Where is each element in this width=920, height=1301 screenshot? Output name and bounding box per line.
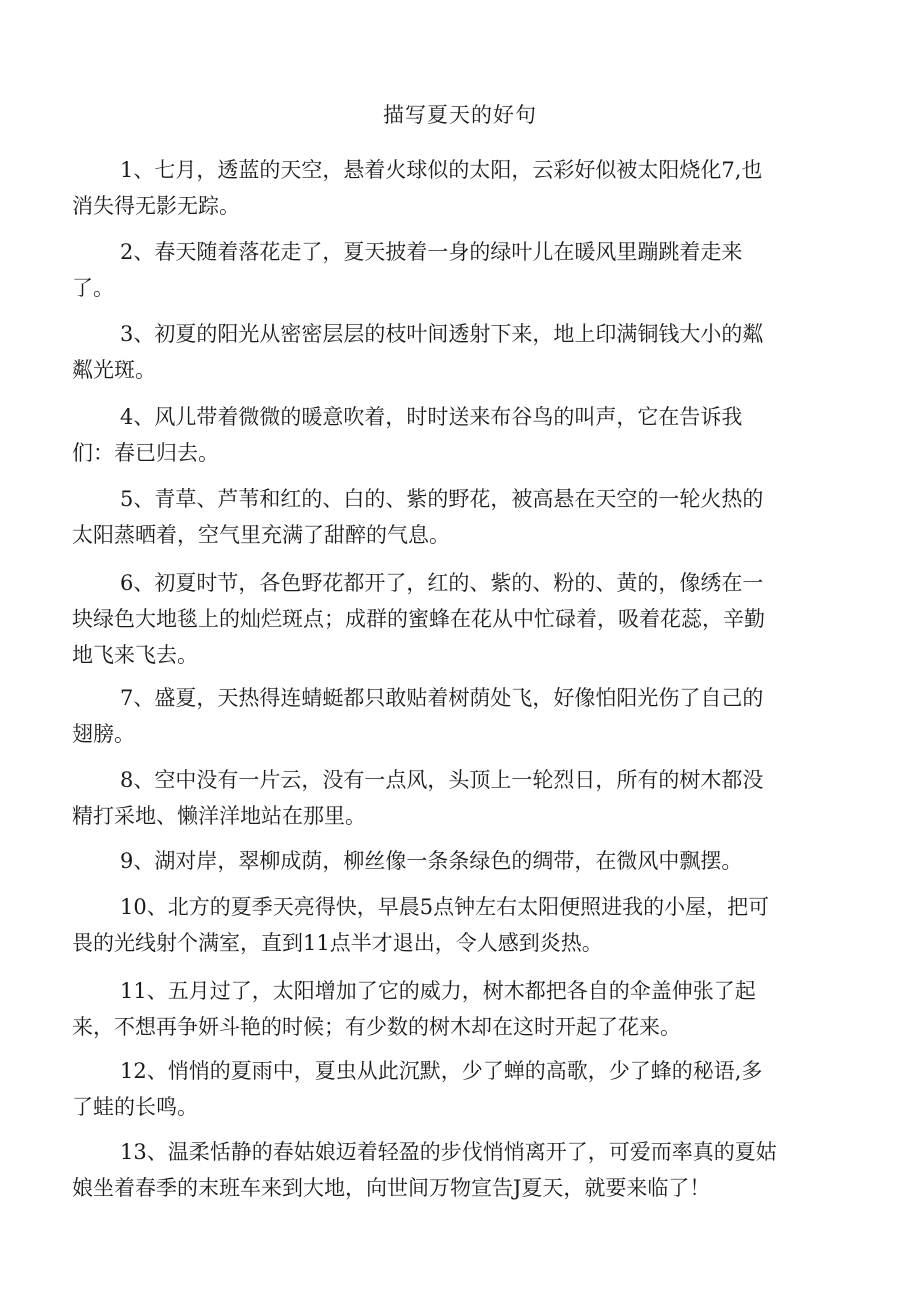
paragraph-11 — [72, 973, 862, 1045]
paragraph-1 — [72, 152, 862, 224]
paragraph-line: 13、温柔恬静的春姑娘迈着轻盈的步伐悄悄离开了，可爱而率真的夏姑 — [120, 1140, 777, 1164]
paragraph-7 — [72, 680, 862, 752]
paragraph-2 — [72, 234, 862, 306]
paragraph-line: 3、初夏的阳光从密密层层的枝叶间透射下来，地上印满铜钱大小的粼 — [120, 322, 764, 346]
paragraph-line: 畏的光线射个满室，直到11点半才退出，令人感到炎热。 — [72, 931, 603, 955]
paragraph-line: 6、初夏时节，各色野花都开了，红的、紫的、粉的、黄的，像绣在一 — [120, 571, 764, 595]
paragraph-line: 翅膀。 — [72, 722, 135, 746]
paragraph-9 — [72, 843, 862, 879]
paragraph-line: 1、七月，透蓝的天空，悬着火球似的太阳，云彩好似被太阳烧化7,也 — [120, 158, 763, 182]
document-title: 描写夏天的好句 — [383, 103, 537, 127]
paragraph-line: 来，不想再争妍斗艳的时候；有少数的树木却在这时开起了花来。 — [72, 1015, 681, 1039]
paragraph-line: 了蛙的长鸣。 — [72, 1095, 198, 1119]
paragraph-line: 4、风儿带着微微的暖意吹着，时时送来布谷鸟的叫声，它在告诉我 — [120, 405, 743, 429]
paragraph-4 — [72, 399, 862, 471]
paragraph-line: 9、湖对岸，翠柳成荫，柳丝像一条条绿色的绸带，在微风中飘摆。 — [120, 849, 743, 873]
paragraph-line: 消失得无影无踪。 — [72, 194, 240, 218]
paragraph-3 — [72, 316, 862, 388]
paragraph-line: 10、北方的夏季天亮得快，早晨5点钟左右太阳便照进我的小屋，把可 — [120, 895, 770, 919]
paragraph-line: 块绿色大地毯上的灿烂斑点；成群的蜜蜂在花从中忙碌着，吸着花蕊，辛勤 — [72, 607, 765, 631]
paragraph-line: 太阳蒸晒着，空气里充满了甜醉的气息。 — [72, 523, 450, 547]
paragraph-6 — [72, 565, 862, 673]
paragraph-line: 2、春天随着落花走了，夏天披着一身的绿叶儿在暖风里蹦跳着走来 — [120, 240, 743, 264]
paragraph-line: 精打采地、懒洋洋地站在那里。 — [72, 804, 366, 828]
paragraph-8 — [72, 762, 862, 834]
paragraph-5 — [72, 481, 862, 553]
paragraph-line: 7、盛夏，天热得连蜻蜓都只敢贴着树荫处飞，好像怕阳光伤了自己的 — [120, 686, 764, 710]
paragraph-line: 11、五月过了，太阳增加了它的威力，树木都把各自的伞盖伸张了起 — [120, 979, 756, 1003]
paragraph-line: 12、悄悄的夏雨中，夏虫从此沉默，少了蝉的高歌，少了蜂的秘语,多 — [120, 1059, 763, 1083]
paragraph-line: 娘坐着春季的末班车来到大地，向世间万物宣告J夏天，就要来临了！ — [72, 1176, 711, 1200]
paragraph-13 — [72, 1134, 862, 1206]
paragraph-line: 地飞来飞去。 — [72, 643, 198, 667]
paragraph-line: 了。 — [72, 276, 114, 300]
paragraph-line: 8、空中没有一片云，没有一点风，头顶上一轮烈日，所有的树木都没 — [120, 768, 764, 792]
paragraph-10 — [72, 889, 862, 961]
paragraph-line: 粼光斑。 — [72, 358, 156, 382]
paragraph-line: 5、青草、芦苇和红的、白的、紫的野花，被高悬在天空的一轮火热的 — [120, 487, 764, 511]
paragraph-12 — [72, 1053, 862, 1125]
paragraph-line: 们：春已归去。 — [72, 441, 219, 465]
